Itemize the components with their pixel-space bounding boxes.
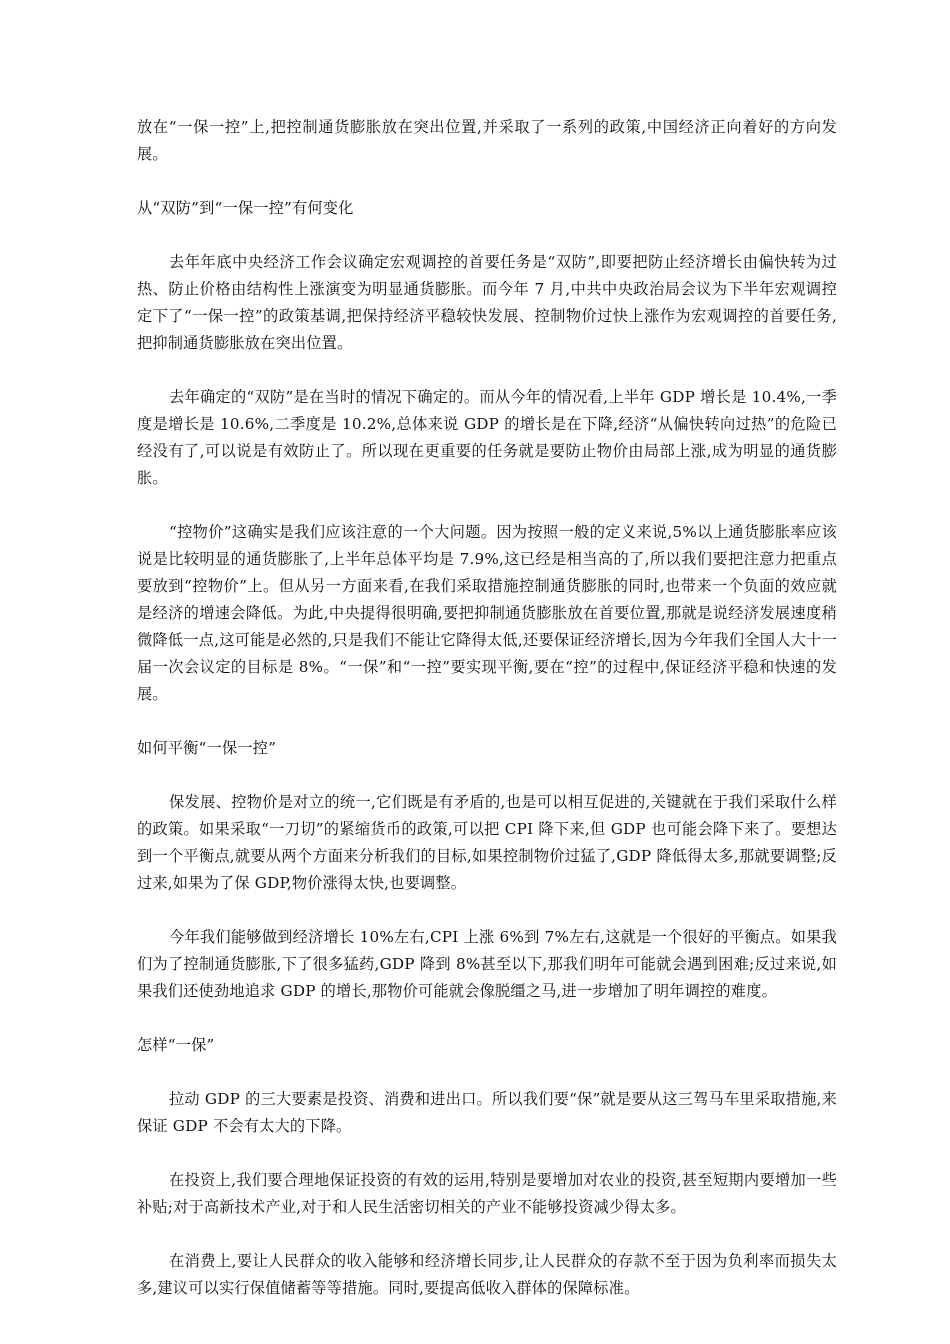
section-heading-change: 从“双防”到“一保一控”有何变化: [137, 199, 354, 217]
paragraph-three-drivers: 拉动 GDP 的三大要素是投资、消费和进出口。所以我们要“保”就是要从这三驾马车里采取措施,来保证 GDP 不会有太大的下降。: [137, 1090, 837, 1135]
paragraph-investment: 在投资上,我们要合理地保证投资的有效的运用,特别是要增加对农业的投资,甚至短期内要增加一些补贴;对于高新技术产业,对于和人民生活密切相关的产业不能够投资减少得太多。: [137, 1171, 837, 1216]
section-heading-balance: 如何平衡“一保一控”: [137, 739, 277, 757]
document-page: [137, 114, 837, 1302]
paragraph-shuangfang: 去年年底中央经济工作会议确定宏观调控的首要任务是“双防”,即要把防止经济增长由偏快转为过热、防止价格由结构性上涨演变为明显通货膨胀。而今年 7 月,中共中央政治局会议为下半年宏观调控定下了“一保一控”的政策基调,把保持经济平稳较快发展、控制物价过快上涨作为宏观调控的首要任务,把抑制通货膨胀放在突出位置。: [137, 253, 837, 352]
paragraph-unity-of-opposites: 保发展、控物价是对立的统一,它们既是有矛盾的,也是可以相互促进的,关键就在于我们采取什么样的政策。如果采取“一刀切”的紧缩货币的政策,可以把 CPI 降下来,但 GDP 也可能会降下来了。要想达到一个平衡点,就要从两个方面来分析我们的目标,如果控制物价过猛了,GDP 降低得太多,那就要调整;反过来,如果为了保 GDP,物价涨得太快,也要调整。: [137, 793, 837, 892]
paragraph-gdp-growth: 去年确定的“双防”是在当时的情况下确定的。而从今年的情况看,上半年 GDP 增长是 10.4%,一季度是增长是 10.6%,二季度是 10.2%,总体来说 GDP 的增长是在下降,经济“从偏快转向过热”的危险已经没有了,可以说是有效防止了。所以现在更重要的任务就是要防止物价由局部上涨,成为明显的通货膨胀。: [137, 388, 837, 487]
paragraph-control-prices: “控物价”这确实是我们应该注意的一个大问题。因为按照一般的定义来说,5%以上通货膨胀率应该说是比较明显的通货膨胀了,上半年总体平均是 7.9%,这已经是相当高的了,所以我们要把注意力把重点要放到“控物价”上。但从另一方面来看,在我们采取措施控制通货膨胀的同时,也带来一个负面的效应就是经济的增速会降低。为此,中央提得很明确,要把抑制通货膨胀放在首要位置,那就是说经济发展速度稍微降低一点,这可能是必然的,只是我们不能让它降得太低,还要保证经济增长,因为今年我们全国人大十一届一次会议定的目标是 8%。“一保”和“一控”要实现平衡,要在“控”的过程中,保证经济平稳和快速的发展。: [137, 523, 837, 703]
paragraph-intro: 放在“一保一控”上,把控制通货膨胀放在突出位置,并采取了一系列的政策,中国经济正向着好的方向发展。: [137, 118, 837, 163]
paragraph-balance-point: 今年我们能够做到经济增长 10%左右,CPI 上涨 6%到 7%左右,这就是一个很好的平衡点。如果我们为了控制通货膨胀,下了很多猛药,GDP 降到 8%甚至以下,那我们明年可能就会遇到困难;反过来说,如果我们还使劲地追求 GDP 的增长,那物价可能就会像脱缰之马,进一步增加了明年调控的难度。: [137, 928, 837, 1000]
section-heading-how-to-protect: 怎样“一保”: [137, 1036, 215, 1054]
paragraph-consumption: 在消费上,要让人民群众的收入能够和经济增长同步,让人民群众的存款不至于因为负利率而损失太多,建议可以实行保值储蓄等等措施。同时,要提高低收入群体的保障标准。: [137, 1252, 837, 1297]
